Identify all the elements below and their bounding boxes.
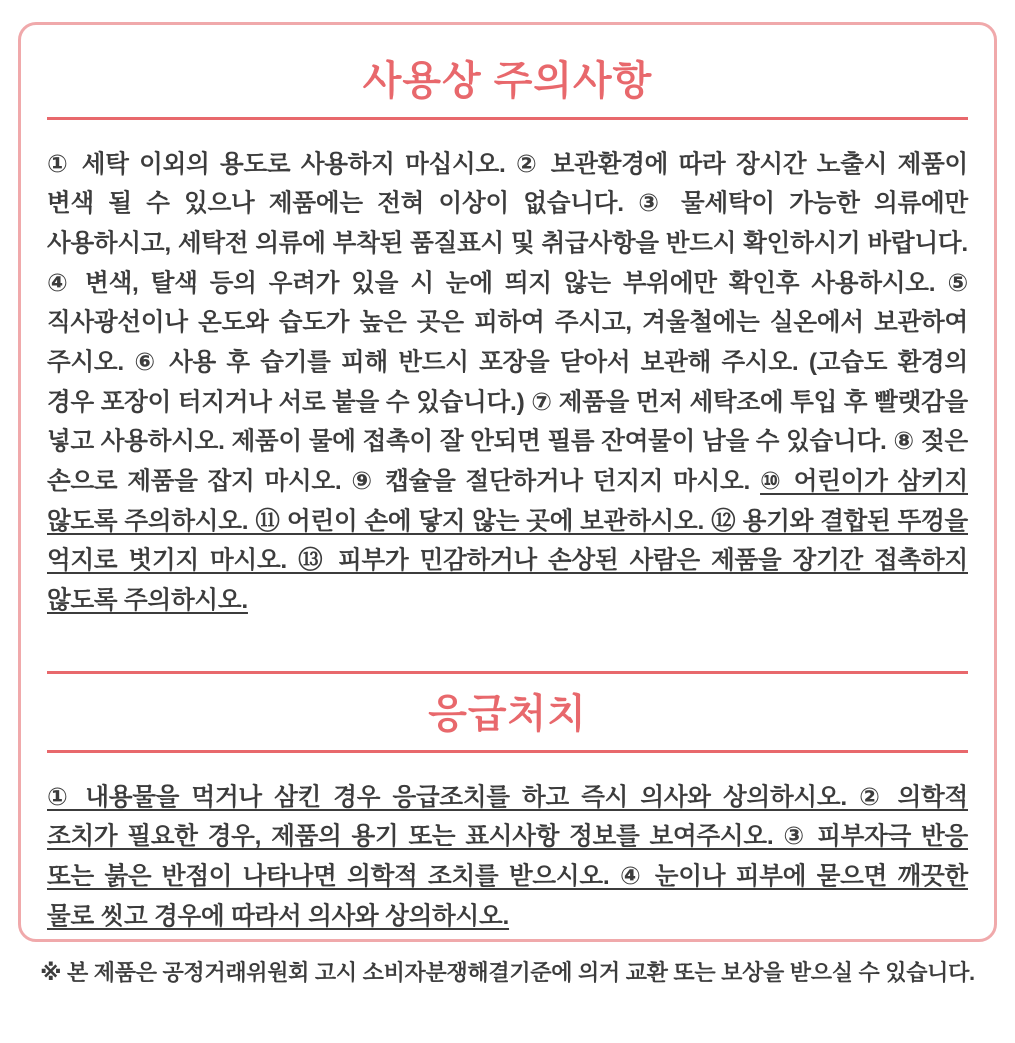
cautions-text-underlined: ⑩ 어린이가 삼키지 않도록 주의하시오. ⑪ 어린이 손에 닿지 않는 곳에 보관하시오. ⑫ 용기와 결합된 뚜껑을 억지로 벗기지 마시오. ⑬ 피부가 민감하거나 손상된 사람은 제품을 장기간 접촉하지 않도록 주의하시오. bbox=[47, 468, 968, 615]
notice-card bbox=[18, 22, 997, 942]
cautions-paragraph bbox=[47, 145, 968, 621]
emergency-title: 응급처치 bbox=[428, 692, 587, 737]
cautions-divider bbox=[47, 117, 968, 120]
emergency-paragraph: ① 내용물을 먹거나 삼킨 경우 응급조치를 하고 즉시 의사와 상의하시오. ② 의학적 조치가 필요한 경우, 제품의 용기 또는 표시사항 정보를 보여주시오. ③ 피부자극 반응 또는 붉은 반점이 나타나면 의학적 조치를 받으시오. ④ 눈이나 피부에 묻으면 깨끗한 물로 씻고 경우에 따라서 의사와 상의하시오. bbox=[47, 783, 968, 930]
cautions-text-plain: ① 세탁 이외의 용도로 사용하지 마십시오. ② 보관환경에 따라 장시간 노출시 제품이 변색 될 수 있으나 제품에는 전혀 이상이 없습니다. ③ 물세탁이 가능한 의류에만 사용하시고, 세탁전 의류에 부착된 품질표시 및 취급사항을 반드시 확인하시기 바랍니다. ④ 변색, 탈색 등의 우려가 있을 시 눈에 띄지 않는 부위에만 확인후 사용하시오. ⑤ 직사광선이나 온도와 습도가 높은 곳은 피하여 주시고, 겨울철에는 실온에서 보관하여 주시오. ⑥ 사용 후 습기를 피해 반드시 포장을 닫아서 보관해 주시오. (고습도 환경의 경우 포장이 터지거나 서로 붙을 수 있습니다.) ⑦ 제품을 먼저 세탁조에 투입 후 빨랫감을 넣고 사용하시오. 제품이 물에 접촉이 잘 안되면 필름 잔여물이 남을 수 있습니다. ⑧ 젖은 손으로 제품을 잡지 마시오. ⑨ 캡슐을 절단하거나 던지지 마시오. bbox=[47, 150, 968, 495]
cautions-title: 사용상 주의사항 bbox=[362, 59, 653, 103]
emergency-divider-bottom bbox=[47, 750, 968, 753]
emergency-divider-top bbox=[47, 671, 968, 674]
section-spacer bbox=[47, 645, 968, 671]
footnote: ※ 본 제품은 공정거래위원회 고시 소비자분쟁해결기준에 의거 교환 또는 보상을 받으실 수 있습니다. bbox=[40, 960, 975, 985]
